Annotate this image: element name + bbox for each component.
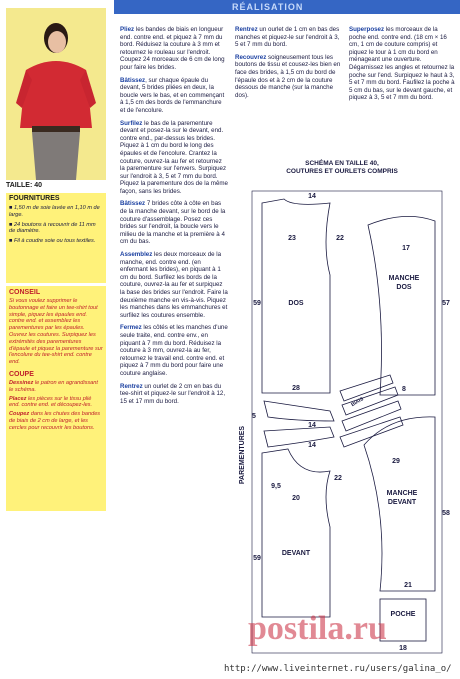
manche-dos-label: MANCHE [388,275,420,282]
fourniture-item: 1,50 m de soie lavée en 1,10 m de large. [9,205,100,218]
dim-label: 17 [402,245,410,252]
watermark-logo: postila.ru [248,610,387,647]
biais-label: BIAIS [350,396,365,409]
schema-subtitle: COUTURES ET OURLETS COMPRIS [286,168,398,175]
biais-strip [340,417,403,447]
poche-label: POCHE [390,611,416,618]
dim-label: 8 [402,386,406,393]
paragraph: Pliez les bandes de biais en longueur end. contre end. et piquez à 7 mm du bord. Réduisez la couture à 3 mm et retournez le rouleau sur l'endroit. Coupez 24 morceaux de 6 cm de long pour faire les brides. [120,26,225,71]
dim-label: 58 [442,510,450,517]
conseil-title: CONSEIL [9,289,41,296]
fournitures-title: FOURNITURES [9,195,60,202]
dos-label: DOS [288,300,304,307]
paragraph: Rentrez un ourlet de 2 cm en bas du tee-shirt et piquez-le sur l'endroit à 12, 15 et 17 mm du bord. [120,382,226,405]
schema-title: SCHÉMA EN TAILLE 40, [305,160,379,167]
dim-label: 59 [253,555,261,562]
manche-devant-label: MANCHE [386,490,418,497]
watermark-url: http://www.liveinternet.ru/users/galina_o/ [224,664,452,674]
dim-label: 22 [334,475,342,482]
model-photo [6,8,106,180]
dim-label: 22 [336,235,344,242]
devant-label: DEVANT [281,550,311,557]
devant-piece [262,449,330,617]
dim-label: 20 [292,495,300,502]
conseil-coupe-box: CONSEIL Si vous voulez supprimer le boutonnage et faire un tee-shirt tout simple, piquez les épaules end. contre end. et assemblez les parementures par les épaules. Ouvrez les coutures. Surpiquez les extrémités des parementures d'épaule et piquez la parementure sur l'encolure du tee-shirt end. contre end. COUPE Dessinez le patron en agrandissant le schéma. Placez les pièces sur le tissu plié end. contre end. et découpez-les. Coupez dans les chutes des bandes de biais de 2 cm de large, et les cercles pour recouvrir les boutons. [6,286,106,511]
dim-label: 29 [392,458,400,465]
manche-devant-label: DEVANT [387,499,417,506]
manche-dos-label: DOS [396,284,412,291]
paragraph: Bâtissez, sur chaque épaule du devant, 5 brides pliées en deux, la boucle vers le bas, et en commençant à 1,5 cm des bords de l'emmanchure et de l'encolure. [120,76,225,114]
manche-dos-piece [368,216,435,395]
paragraph: Superposez les morceaux de la poche end. contre end. (18 cm × 16 cm, 1 cm de couture compris) et piquez le tour à 1 cm du bord en ménageant une ouverture. Dégarnissez les angles et retournez la poche sur l'end. Surpiquez le haut à 3, 5 et 7 mm du bord. Faufilez la poche à 5 cm du bas, sur le devant gauche, et piquez à 3, 5 et 7 mm du bord. [349,26,455,102]
paragraph: Recouvrez soigneusement tous les boutons de tissu et cousez-les bien en face des brides, à 1,5 cm du bord de l'épaule dos et à 2 cm de la couture dessous de manche (sur la manche dos). [235,53,341,99]
page-title: RÉALISATION [232,2,304,12]
dim-label: 5 [252,413,256,420]
taille-label: TAILLE: 40 [6,182,43,189]
poche-piece [380,599,426,641]
paragraph: Bâtissez 7 brides côte à côte en bas de la manche devant, sur le bord de la couture d'assemblage. Posez ces brides sur l'endroit, la boucle vers le milieu de la manche et la première à 4 cm du bas. [120,200,226,246]
instructions-col2 [235,26,341,104]
dim-label: 14 [308,422,316,429]
instructions-col1 [120,26,228,410]
parementures-label: PAREMENTURES [239,425,246,485]
dim-label: 14 [308,193,316,200]
coupe-title: COUPE [9,370,34,378]
dim-label: 14 [308,442,316,449]
fourniture-item: 24 boutons à recouvrir de 11 mm de diamètre. [9,221,96,235]
dim-label: 28 [292,385,300,392]
paragraph: Surfilez le bas de la parementure devant et posez-la sur le devant, end. contre end., par-dessus les brides. Piquez à 1 cm du bord le long des épaules et de l'encolure. Crantez la couture, ouvrez-la au fer et retournez la parementure sur l'envers. Surpiquez sur l'endroit à 3, 5 et 7 mm du bord. Piquez la parementure dos de la même façon, sans les brides. [120,119,228,195]
conseil-text: Si vous voulez supprimer le boutonnage et faire un tee-shirt tout simple, piquez les épaules end. contre end. et assemblez les parementures par les épaules. Ouvrez les coutures. Surpiquez les extrémités des parementures d'épaule et piquez la parementure sur l'encolure du tee-shirt end. contre end. [9,298,103,366]
fournitures-box: FOURNITURES ■ 1,50 m de soie lavée en 1,10 m de large. ■ 24 boutons à recouvrir de 11 mm de diamètre. ■ Fil à coudre soie ou tous textiles. [6,193,106,283]
dos-piece [262,199,330,393]
parementure-piece [264,401,334,421]
dim-label: 21 [404,582,412,589]
parementure-piece [264,427,334,447]
pattern-schema [230,155,460,679]
instructions-col3 [349,26,455,107]
fourniture-item: Fil à coudre soie ou tous textiles. [13,238,96,245]
paragraph: Fermez les côtés et les manches d'une seule traite, end. contre env., en piquant à 7 mm du bord. Réduisez la couture à 3 mm, ouvrez-la au fer, retournez le travail end. contre end. et piquez à 7 mm du bord pour faire une couture anglaise. [120,324,228,377]
dim-label: 23 [288,235,296,242]
paragraph: Assemblez les deux morceaux de la manche, end. contre end. (en enfermant les brides), en piquant à 1 cm du bord. Surfilez les bords de la couture, ouvrez-la au fer et surpiquez la base des brides sur l'endroit. Faire la deuxième manche en vis-à-vis. Piquez les manches dans les emmanchures et surfilez les coutures ensemble. [120,251,228,319]
paragraph: Rentrez un ourlet de 1 cm en bas des manches et piquez-le sur l'endroit à 3, 5 et 7 mm du bord. [235,26,340,49]
dim-label: 57 [442,300,450,307]
dim-label: 18 [399,645,407,652]
header-bar [114,0,460,14]
dim-label: 9,5 [271,483,281,490]
dim-label: 59 [253,300,261,307]
